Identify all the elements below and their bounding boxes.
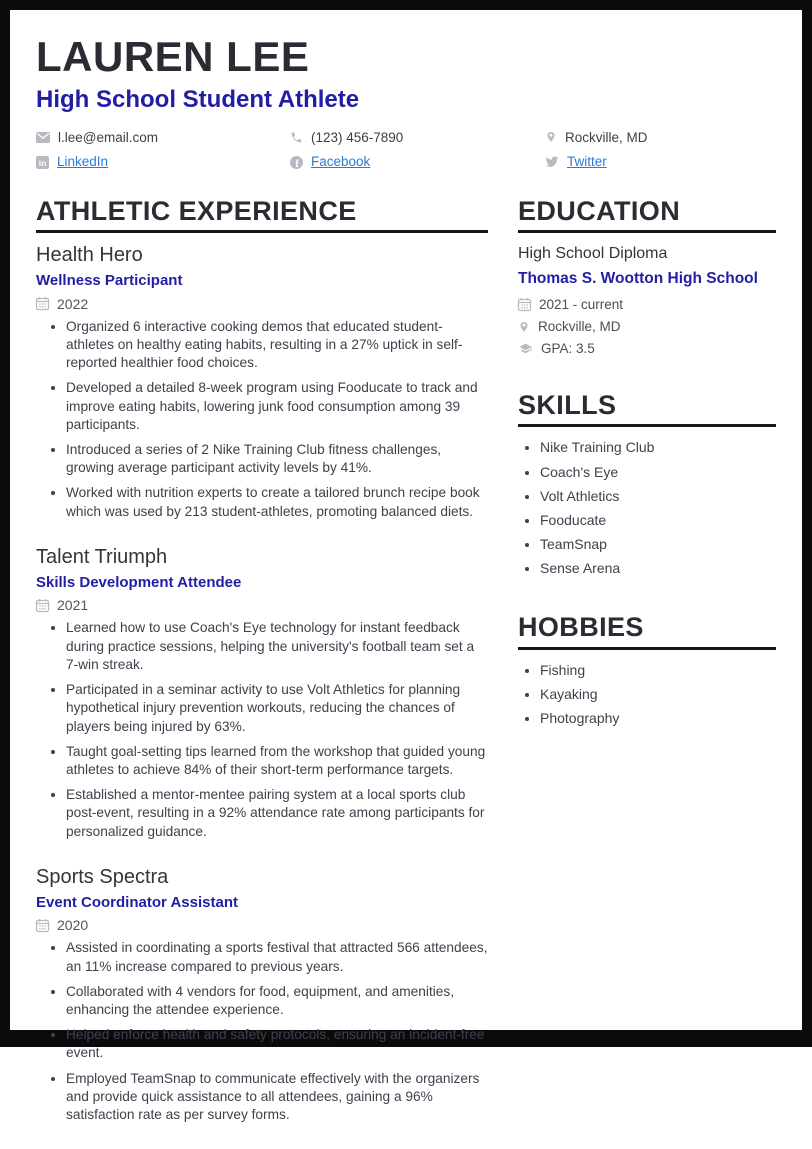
skill-item: • Volt Athletics bbox=[540, 487, 776, 505]
skill-item: • Nike Training Club bbox=[540, 438, 776, 456]
calendar-icon bbox=[518, 298, 531, 311]
job-company: Health Hero bbox=[36, 244, 143, 267]
calendar-icon bbox=[36, 919, 49, 932]
job-date: 2020 bbox=[57, 917, 89, 934]
job-bullet: • Developed a detailed 8-week program using Fooducate to track and improve eating habits, lowering junk food consumption among 39 participants. bbox=[66, 379, 488, 434]
location-pin-icon bbox=[518, 320, 530, 334]
job-bullet: • Collaborated with 4 vendors for food, equipment, and amenities, enhancing the attendee experience. bbox=[66, 983, 488, 1019]
job-bullet: • Organized 6 interactive cooking demos that educated student-athletes on healthy eating habits, resulting in a 27% uptick in self-reported healthier food choices. bbox=[66, 318, 488, 373]
skills-section bbox=[518, 391, 776, 577]
graduation-cap-icon bbox=[518, 342, 533, 355]
sidebar-column bbox=[518, 197, 776, 1149]
job-bullet: • Taught goal-setting tips learned from the workshop that guided young athletes to achieve 84% of their short-term performance targets. bbox=[66, 743, 488, 779]
job-date: 2021 bbox=[57, 597, 89, 614]
linkedin-icon bbox=[36, 156, 49, 169]
job-entry bbox=[36, 866, 488, 1124]
skill-item: • TeamSnap bbox=[540, 535, 776, 553]
skill-item: • Fooducate bbox=[540, 511, 776, 529]
resume-body bbox=[36, 197, 776, 1149]
section-title-athletic-experience: ATHLETIC EXPERIENCE bbox=[36, 197, 488, 233]
svg-text:in: in bbox=[38, 157, 47, 168]
contact-email-text: l.lee@email.com bbox=[58, 129, 158, 145]
contact-location bbox=[545, 130, 776, 144]
education-location-row bbox=[518, 320, 776, 334]
hobby-item: • Photography bbox=[540, 709, 776, 727]
twitter-icon bbox=[545, 156, 559, 168]
hobbies-section bbox=[518, 613, 776, 727]
job-company: Talent Triumph bbox=[36, 545, 168, 568]
person-name: LAUREN LEE bbox=[36, 33, 310, 80]
twitter-link[interactable]: Twitter bbox=[567, 154, 607, 170]
skill-item: • Coach's Eye bbox=[540, 463, 776, 481]
job-date-row bbox=[36, 918, 488, 932]
job-bullet: • Employed TeamSnap to communicate effectively with the organizers and provide quick assistance to all attendees, gaining a 96% satisfaction rate as per survey forms. bbox=[66, 1070, 488, 1125]
job-bullet: • Introduced a series of 2 Nike Training Club fitness challenges, growing average participant activity levels by 41%. bbox=[66, 441, 488, 477]
facebook-icon bbox=[290, 156, 303, 169]
hobby-item: • Kayaking bbox=[540, 685, 776, 703]
education-date-row bbox=[518, 298, 776, 312]
job-company: Sports Spectra bbox=[36, 865, 169, 888]
education-gpa: GPA: 3.5 bbox=[541, 340, 595, 356]
job-title: Skills Development Attendee bbox=[36, 573, 242, 591]
resume-header bbox=[36, 33, 776, 170]
phone-icon bbox=[290, 131, 303, 144]
education-degree: High School Diploma bbox=[518, 245, 668, 263]
job-bullet-list bbox=[36, 939, 488, 1124]
contact-grid bbox=[36, 130, 776, 169]
job-bullet: • Assisted in coordinating a sports festival that attracted 566 attendees, an 11% increase compared to previous years. bbox=[66, 939, 488, 975]
contact-location-text: Rockville, MD bbox=[565, 129, 648, 145]
hobby-item: • Fishing bbox=[540, 661, 776, 679]
job-date-row bbox=[36, 598, 488, 612]
job-bullet: • Participated in a seminar activity to use Volt Athletics for planning hypothetical injury prevention workouts, reducing the chances of players being injured by 63%. bbox=[66, 681, 488, 736]
job-date: 2022 bbox=[57, 295, 89, 312]
job-bullet-list bbox=[36, 318, 488, 521]
hobbies-list bbox=[518, 661, 776, 728]
job-bullet: • Worked with nutrition experts to create a tailored brunch recipe book which was used by 213 student-athletes, promoting balanced diets. bbox=[66, 484, 488, 520]
resume-sheet bbox=[10, 10, 802, 1123]
facebook-link[interactable]: Facebook bbox=[311, 154, 371, 170]
education-gpa-row bbox=[518, 342, 776, 356]
skill-item: • Sense Arena bbox=[540, 559, 776, 577]
job-bullet: • Established a mentor-mentee pairing system at a local sports club post-event, resulting in a 92% attendance rate among participants for personalized guidance. bbox=[66, 786, 488, 841]
job-entry bbox=[36, 244, 488, 521]
job-title: Wellness Participant bbox=[36, 272, 183, 290]
contact-twitter bbox=[545, 155, 776, 169]
calendar-icon bbox=[36, 599, 49, 612]
contact-linkedin bbox=[36, 155, 290, 169]
section-title-skills: SKILLS bbox=[518, 391, 776, 427]
education-school: Thomas S. Wootton High School bbox=[518, 270, 758, 288]
job-entry bbox=[36, 546, 488, 841]
education-section bbox=[518, 197, 776, 355]
envelope-icon bbox=[36, 132, 50, 143]
location-pin-icon bbox=[545, 130, 557, 144]
section-title-education: EDUCATION bbox=[518, 197, 776, 233]
contact-email bbox=[36, 130, 290, 144]
contact-phone-text: (123) 456-7890 bbox=[311, 129, 404, 145]
contact-facebook bbox=[290, 155, 545, 169]
experience-column bbox=[36, 197, 488, 1149]
svg-text:f: f bbox=[295, 158, 299, 170]
job-bullet: • Learned how to use Coach's Eye technology for instant feedback during practice sessions, helping the university's football team set a 7-win streak. bbox=[66, 619, 488, 674]
education-date: 2021 - current bbox=[539, 297, 624, 313]
linkedin-link[interactable]: LinkedIn bbox=[57, 154, 109, 170]
section-title-hobbies: HOBBIES bbox=[518, 613, 776, 649]
job-date-row bbox=[36, 297, 488, 311]
job-title: Event Coordinator Assistant bbox=[36, 893, 238, 911]
job-bullet-list bbox=[36, 619, 488, 840]
calendar-icon bbox=[36, 297, 49, 310]
skills-list bbox=[518, 438, 776, 577]
job-bullet: • Helped enforce health and safety protocols, ensuring an incident-free event. bbox=[66, 1026, 488, 1062]
education-location: Rockville, MD bbox=[538, 318, 621, 334]
person-headline: High School Student Athlete bbox=[36, 86, 360, 113]
contact-phone bbox=[290, 130, 545, 144]
